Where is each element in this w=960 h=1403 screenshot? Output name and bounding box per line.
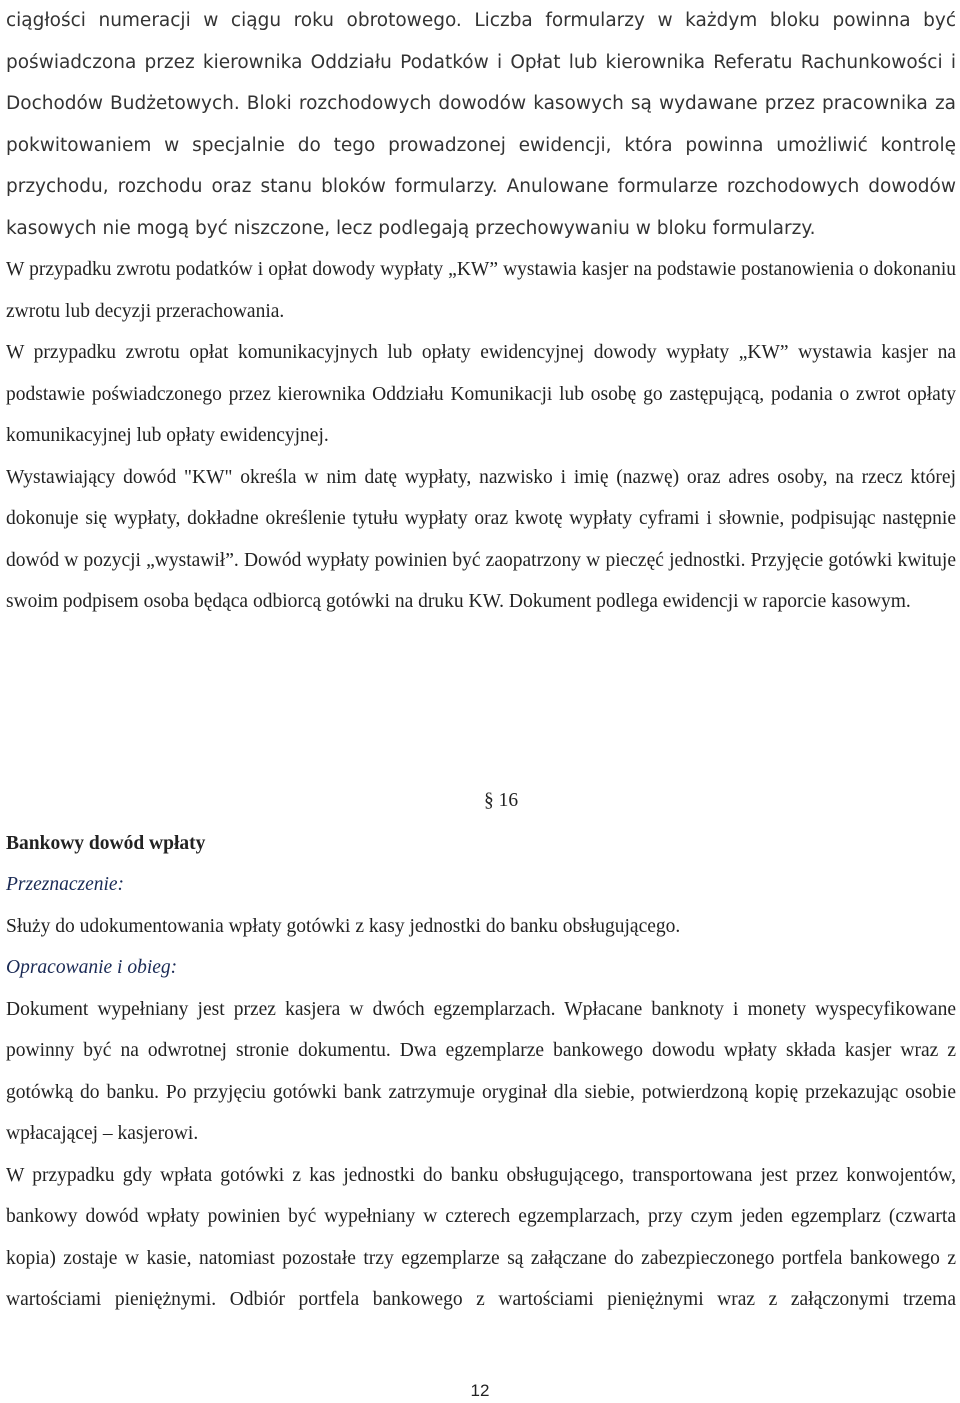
- paragraph-communication-fees: W przypadku zwrotu opłat komunikacyjnych lub opłaty ewidencyjnej dowody wypłaty „KW” wystawia kasjer na podstawie poświadczonego przez kierownika Oddziału Komunikacji lub osobę go zastępującą, podania o zwrot opłaty komunikacyjnej lub opłaty ewidencyjnej.: [6, 342, 956, 446]
- page-number: 12: [470, 1381, 490, 1400]
- paragraph-blocks-forms: ciągłości numeracji w ciągu roku obrotowego. Liczba formularzy w każdym bloku powinna być poświadczona przez kierownika Oddziału Podatków i Opłat lub kierownika Referatu Rachunkowości i Dochodów Budżetowych. Bloki rozchodowych dowodów kasowych są wydawane przez pracownika za pokwitowaniem w specjalnie do tego prowadzonej ewidencji, która powinna umożliwić kontrolę przychodu, rozchodu oraz stanu bloków formularzy. Anulowane formularze rozchodowych dowodów kasowych nie mogą być niszczone, lecz podlegają przechowywaniu w bloku formularzy.: [6, 10, 956, 239]
- processing-paragraph-1: Dokument wypełniany jest przez kasjera w dwóch egzemplarzach. Wpłacane banknoty i monety wyspecyfikowane powinny być na odwrotnej stronie dokumentu. Dwa egzemplarze bankowego dowodu wpłaty składa kasjer wraz z gotówką do banku. Po przyjęciu gotówki bank zatrzymuje oryginał dla siebie, potwierdzoną kopię przekazując osobie wpłacającej – kasjerowi.: [6, 998, 956, 1144]
- section-number: § 16: [483, 790, 519, 811]
- section-title: Bankowy dowód wpłaty: [6, 833, 206, 854]
- paragraph-tax-refund: W przypadku zwrotu podatków i opłat dowody wypłaty „KW” wystawia kasjer na podstawie postanowienia o dokonaniu zwrotu lub decyzji przerachowania.: [6, 259, 956, 322]
- purpose-label: Przeznaczenie:: [6, 874, 125, 895]
- processing-paragraph-2: W przypadku gdy wpłata gotówki z kas jednostki do banku obsługującego, transportowana jest przez konwojentów, bankowy dowód wpłaty powinien być wypełniany w czterech egzemplarzach, przy czym jeden egzemplarz (czwarta kopia) zostaje w kasie, natomiast pozostałe trzy egzemplarze są załączane do zabezpieczonego portfela bankowego z wartościami pieniężnymi. Odbiór portfela bankowego z wartościami pieniężnymi wraz z załączonymi trzema: [6, 1164, 956, 1310]
- section-body: [6, 864, 956, 1321]
- top-text-block: [6, 0, 956, 623]
- processing-label: Opracowanie i obieg:: [6, 957, 178, 978]
- purpose-text: Służy do udokumentowania wpłaty gotówki z kasy jednostki do banku obsługującego.: [6, 915, 681, 937]
- paragraph-kw-issuer: Wystawiający dowód "KW" określa w nim datę wypłaty, nazwisko i imię (nazwę) oraz adres osoby, na rzecz której dokonuje się wypłaty, dokładne określenie tytułu wypłaty oraz kwotę wypłaty cyframi i słownie, podpisując następnie dowód w pozycji „wystawił”. Dowód wypłaty powinien być zaopatrzony w pieczęć jednostki. Przyjęcie gotówki kwituje swoim podpisem osoba będąca odbiorcą gotówki na druku KW. Dokument podlega ewidencji w raporcie kasowym.: [6, 466, 956, 612]
